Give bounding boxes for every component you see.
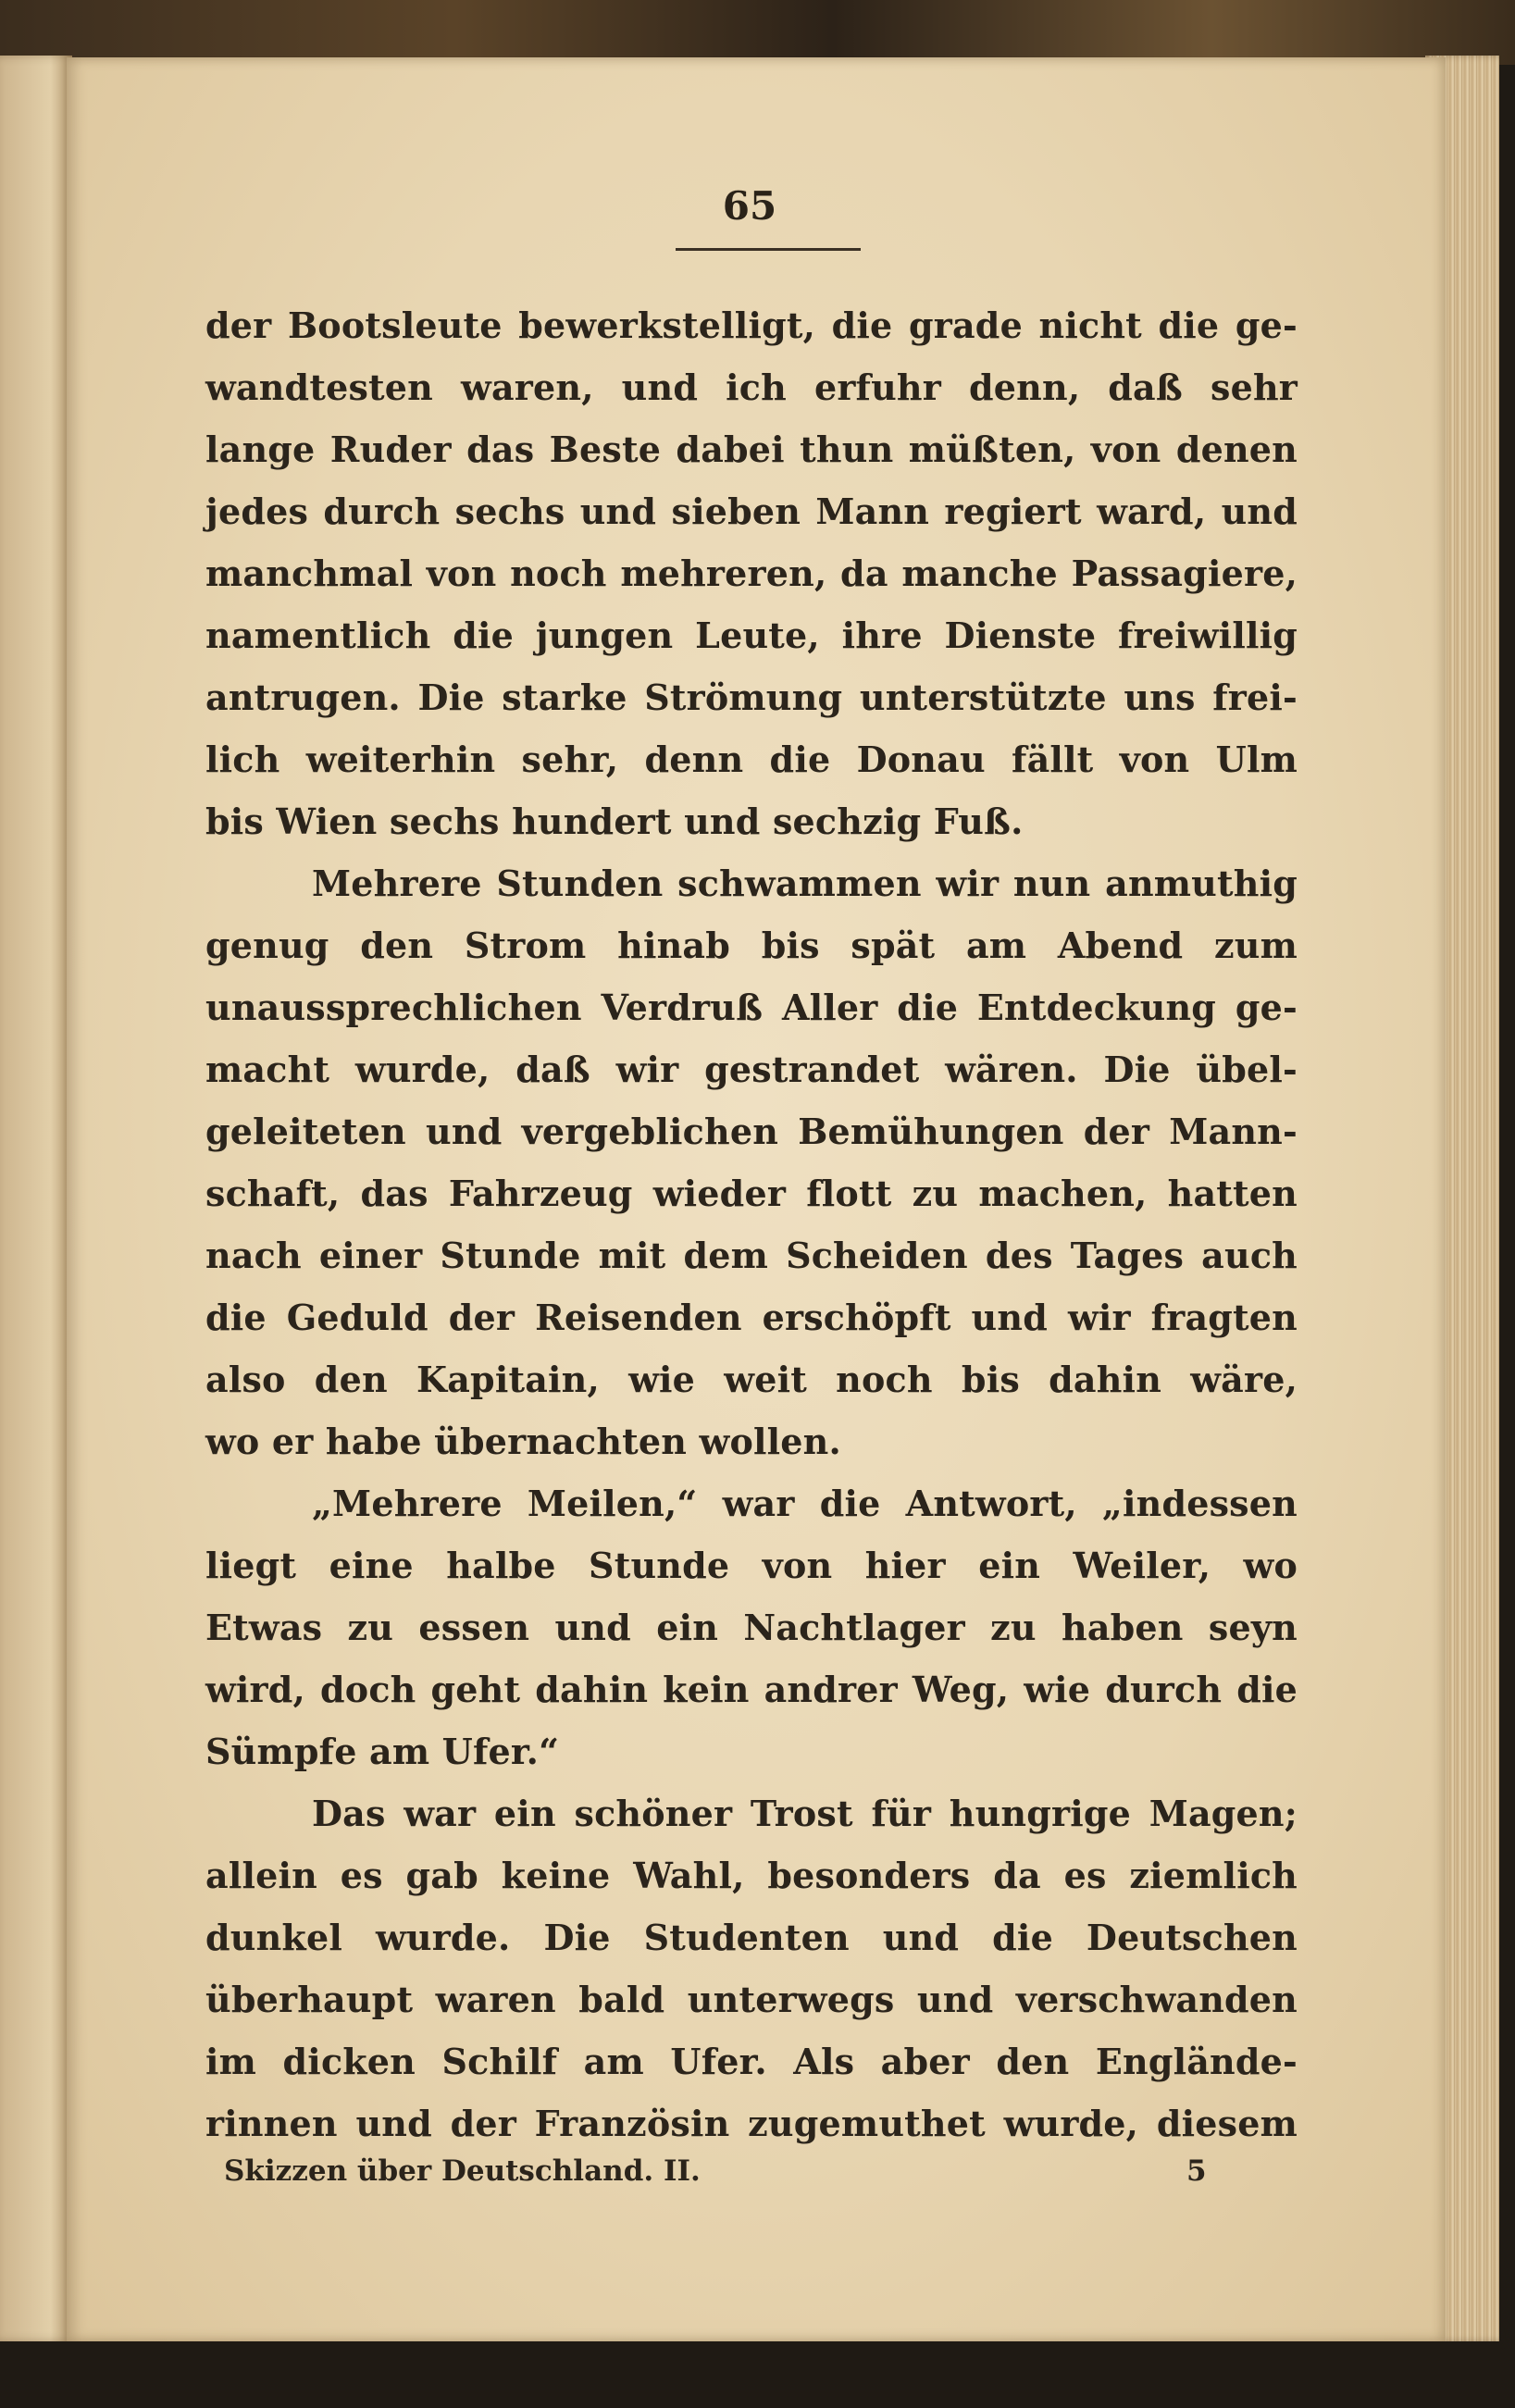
- text-line: namentlich die jungen Leute, ihre Dienste freiwillig: [205, 614, 1298, 656]
- text-line: antrugen. Die starke Strömung unterstützte uns frei-: [205, 676, 1298, 718]
- facing-page-edge: [0, 56, 72, 2341]
- text-line: allein es gab keine Wahl, besonders da es ziemlich: [205, 1855, 1298, 1896]
- text-line: liegt eine halbe Stunde von hier ein Weiler, wo: [205, 1545, 1298, 1586]
- text-line: nach einer Stunde mit dem Scheiden des Tages auch: [205, 1235, 1298, 1276]
- text-line: überhaupt waren bald unterwegs und verschwanden: [205, 1979, 1298, 2020]
- text-line: dunkel wurde. Die Studenten und die Deutschen: [205, 1917, 1298, 1958]
- text-line: Das war ein schöner Trost für hungrige Magen;: [312, 1793, 1298, 1834]
- text-line: „Mehrere Meilen,“ war die Antwort, „indessen: [312, 1483, 1298, 1524]
- body-text: [205, 294, 1298, 2154]
- text-line: macht wurde, daß wir gestrandet wären. Die übel-: [205, 1049, 1298, 1090]
- text-line: lich weiterhin sehr, denn die Donau fällt von Ulm: [205, 739, 1298, 780]
- text-line: die Geduld der Reisenden erschöpft und wir fragten: [205, 1297, 1298, 1338]
- text-line: wird, doch geht dahin kein andrer Weg, wie durch die: [205, 1669, 1298, 1710]
- text-line: rinnen und der Französin zugemuthet wurde, diesem: [205, 2103, 1298, 2144]
- text-line: im dicken Schilf am Ufer. Als aber den Englände-: [205, 2041, 1298, 2082]
- text-line: Mehrere Stunden schwammen wir nun anmuthig: [312, 863, 1298, 904]
- text-line: geleiteten und vergeblichen Bemühungen der Mann-: [205, 1111, 1298, 1152]
- text-line: manchmal von noch mehreren, da manche Passagiere,: [205, 552, 1298, 594]
- text-line: also den Kapitain, wie weit noch bis dahin wäre,: [205, 1359, 1298, 1400]
- text-line: jedes durch sechs und sieben Mann regiert ward, und: [205, 490, 1298, 532]
- header-rule: [676, 248, 861, 251]
- signature-mark: 5: [1186, 2154, 1207, 2188]
- text-line: der Bootsleute bewerkstelligt, die grade nicht die ge-: [205, 304, 1298, 346]
- text-line: unaussprechlichen Verdruß Aller die Entdeckung ge-: [205, 987, 1298, 1028]
- text-line: wandtesten waren, und ich erfuhr denn, daß sehr: [205, 366, 1298, 408]
- book-binding: [0, 0, 1515, 65]
- footer-title: Skizzen über Deutschland. II.: [224, 2154, 701, 2188]
- page-footer: [224, 2154, 1207, 2188]
- text-line: Etwas zu essen und ein Nachtlager zu haben seyn: [205, 1607, 1298, 1648]
- page-number: 65: [722, 183, 777, 229]
- text-line: schaft, das Fahrzeug wieder flott zu machen, hatten: [205, 1173, 1298, 1214]
- text-line: Sümpfe am Ufer.“: [205, 1731, 560, 1772]
- text-line: genug den Strom hinab bis spät am Abend zum: [205, 925, 1298, 966]
- text-line: bis Wien sechs hundert und sechzig Fuß.: [205, 801, 1024, 842]
- text-line: wo er habe übernachten wollen.: [205, 1421, 841, 1462]
- text-line: lange Ruder das Beste dabei thun müßten, von denen: [205, 428, 1298, 470]
